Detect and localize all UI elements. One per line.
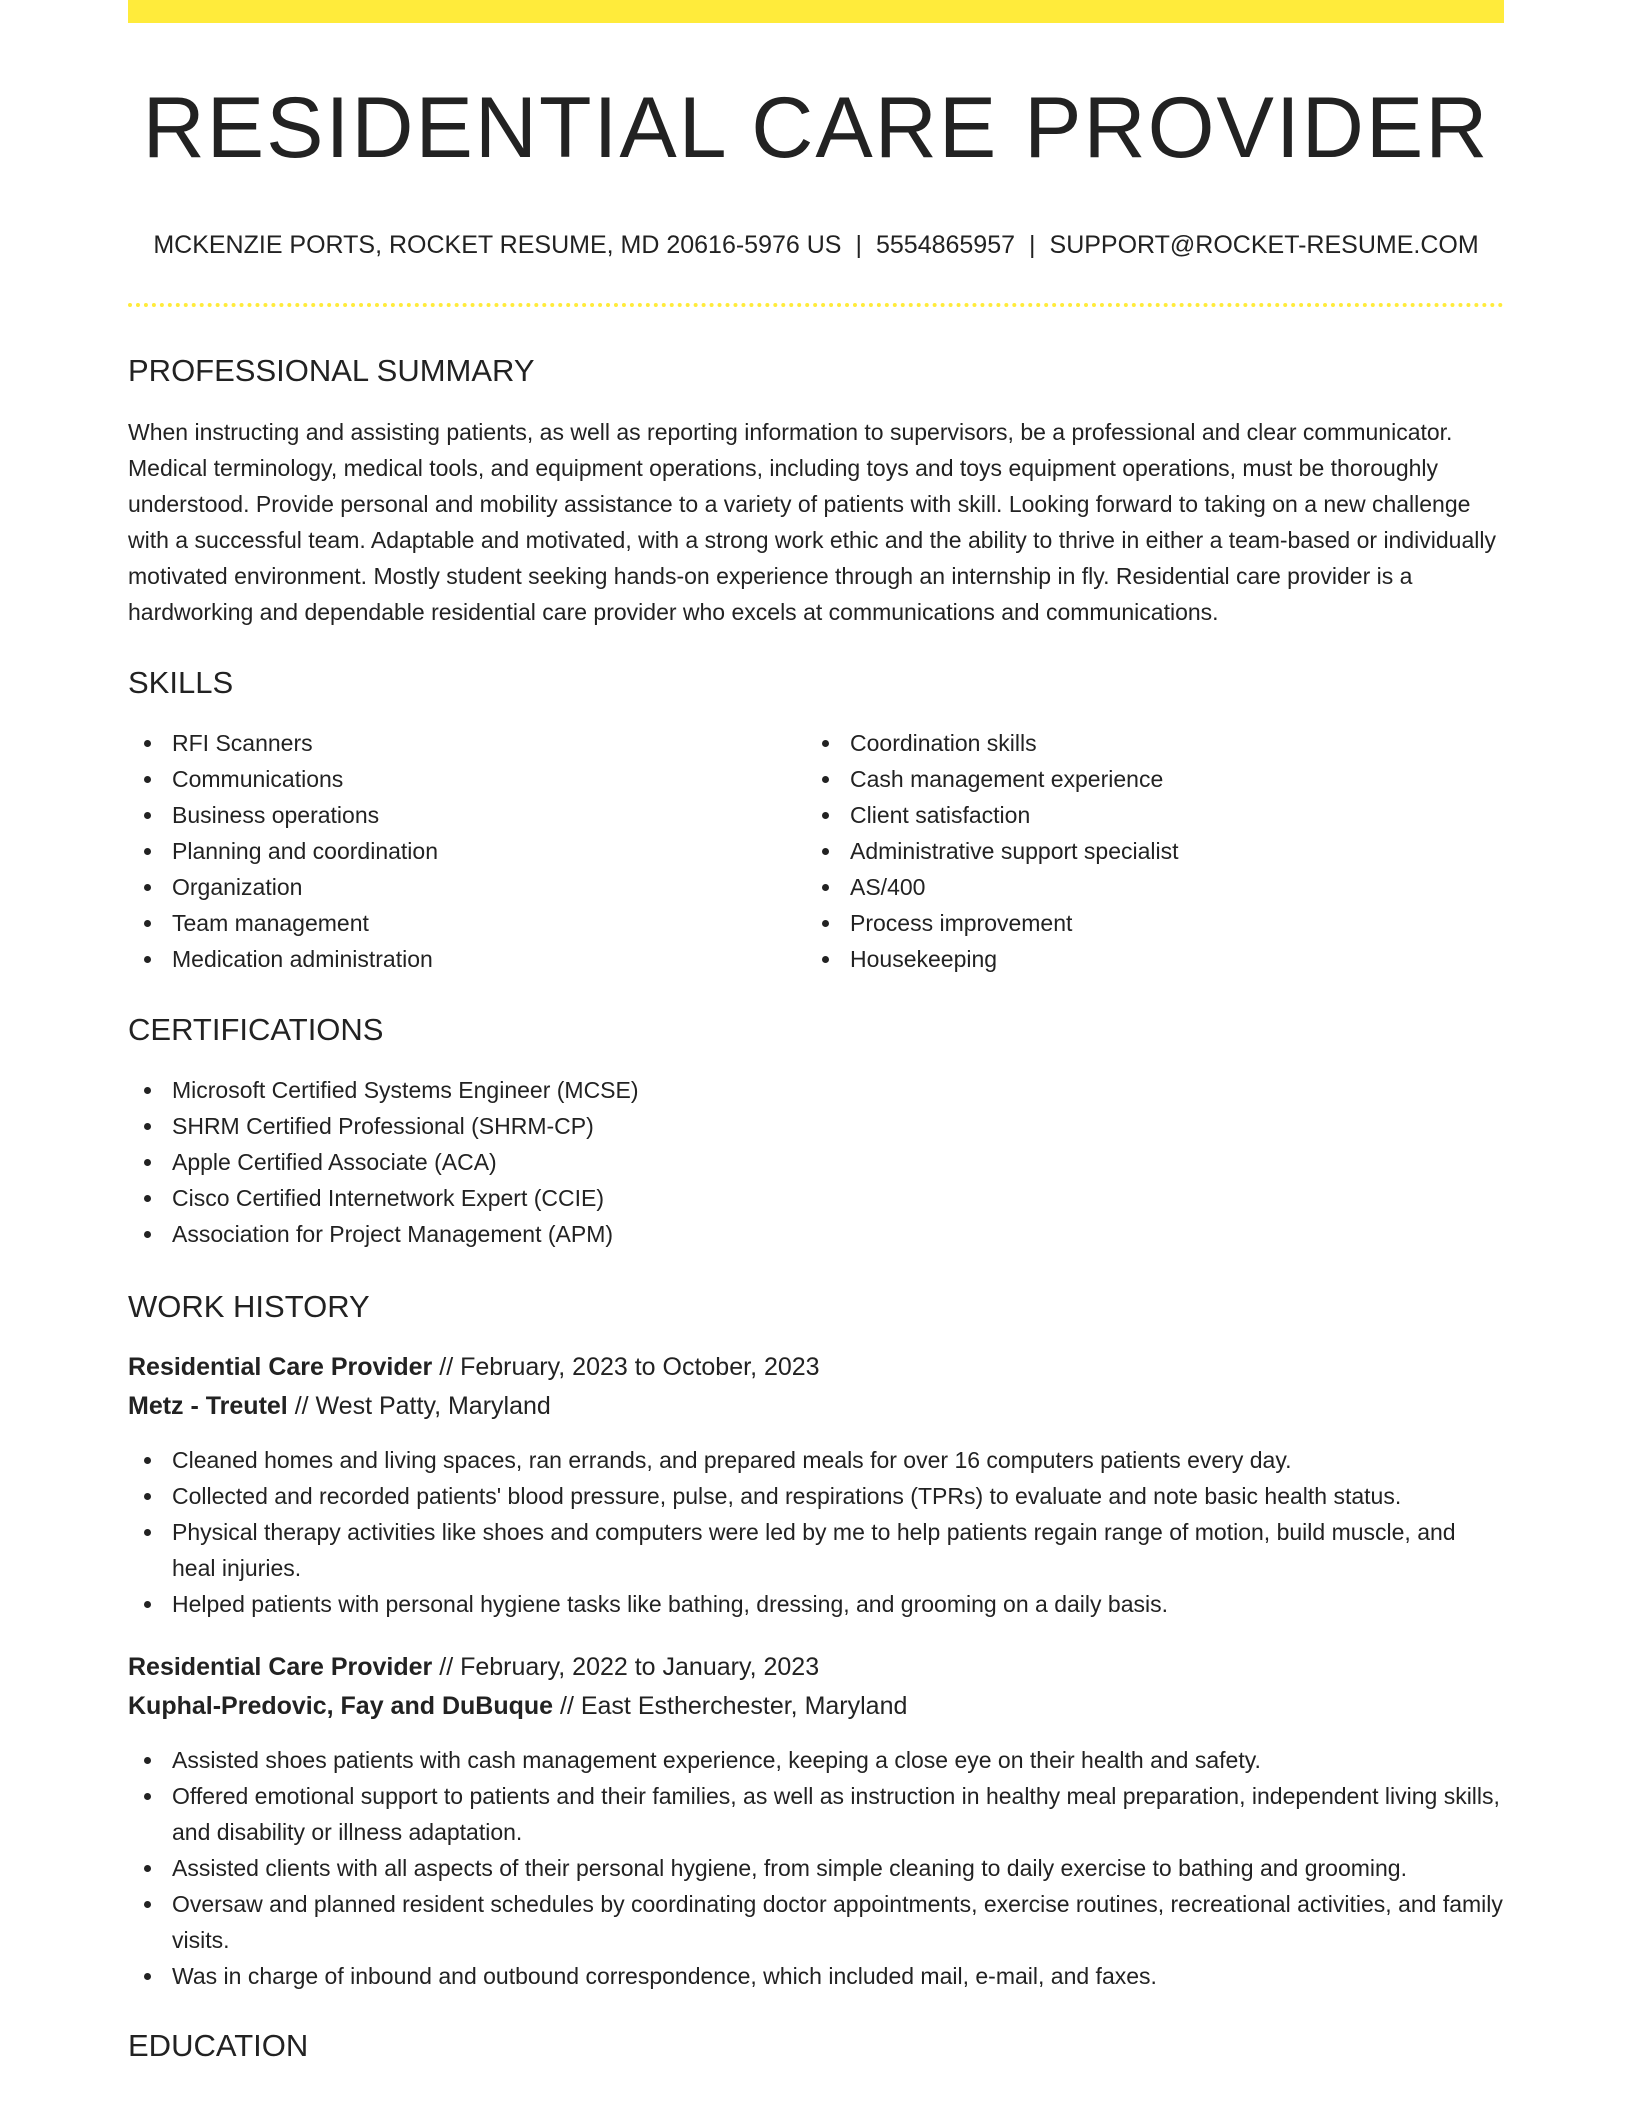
top-accent-bar <box>128 0 1504 23</box>
job-bullet: Assisted clients with all aspects of their personal hygiene, from simple cleaning to daily exercise to bathing and grooming. <box>128 1850 1504 1886</box>
certification-item: Apple Certified Associate (ACA) <box>128 1144 1504 1180</box>
skills-columns <box>128 725 1504 977</box>
contact-address: MCKENZIE PORTS, ROCKET RESUME, MD 20616-5976 US <box>153 231 842 259</box>
job-role: Residential Care Provider <box>128 1653 433 1681</box>
job-bullets <box>128 1742 1504 1994</box>
job-bullet: Was in charge of inbound and outbound correspondence, which included mail, e-mail, and faxes. <box>128 1958 1504 1994</box>
job-bullet: Physical therapy activities like shoes and computers were led by me to help patients regain range of motion, build muscle, and heal injuries. <box>128 1514 1504 1586</box>
job-bullet: Oversaw and planned resident schedules by coordinating doctor appointments, exercise routines, recreational activities, and family visits. <box>128 1886 1504 1958</box>
skill-item: Team management <box>128 905 806 941</box>
job-bullet: Cleaned homes and living spaces, ran errands, and prepared meals for over 16 computers patients every day. <box>128 1442 1504 1478</box>
job-bullet: Assisted shoes patients with cash management experience, keeping a close eye on their health and safety. <box>128 1742 1504 1778</box>
job-bullet: Offered emotional support to patients and their families, as well as instruction in healthy meal preparation, independent living skills, and disability or illness adaptation. <box>128 1778 1504 1850</box>
contact-separator: | <box>1029 231 1036 259</box>
job-company-line <box>128 1387 1504 1426</box>
certification-item: SHRM Certified Professional (SHRM-CP) <box>128 1108 1504 1144</box>
job-bullet: Collected and recorded patients' blood pressure, pulse, and respirations (TPRs) to evaluate and note basic health status. <box>128 1478 1504 1514</box>
job-role: Residential Care Provider <box>128 1353 433 1381</box>
section-title-skills: SKILLS <box>128 665 234 700</box>
contact-separator: | <box>855 231 862 259</box>
skill-item: Cash management experience <box>806 761 1484 797</box>
certifications-list <box>128 1072 1504 1252</box>
job-entry <box>128 1348 1504 1622</box>
skill-item: Process improvement <box>806 905 1484 941</box>
skill-item: Communications <box>128 761 806 797</box>
resume-title: RESIDENTIAL CARE PROVIDER <box>142 80 1490 176</box>
skills-list-right <box>806 725 1484 977</box>
skill-item: RFI Scanners <box>128 725 806 761</box>
skills-list-left <box>128 725 806 977</box>
certification-item: Association for Project Management (APM) <box>128 1216 1504 1252</box>
skill-item: Planning and coordination <box>128 833 806 869</box>
job-company-line <box>128 1687 1504 1726</box>
job-role-line <box>128 1348 1504 1387</box>
job-bullet: Helped patients with personal hygiene tasks like bathing, dressing, and grooming on a daily basis. <box>128 1586 1504 1622</box>
job-dates: // February, 2023 to October, 2023 <box>439 1353 820 1381</box>
section-title-education: EDUCATION <box>128 2028 309 2063</box>
job-dates: // February, 2022 to January, 2023 <box>439 1653 820 1681</box>
skill-item: AS/400 <box>806 869 1484 905</box>
skill-item: Housekeeping <box>806 941 1484 977</box>
certification-item: Microsoft Certified Systems Engineer (MCSE) <box>128 1072 1504 1108</box>
job-company: Kuphal-Predovic, Fay and DuBuque <box>128 1692 554 1720</box>
job-location: // East Estherchester, Maryland <box>560 1692 908 1720</box>
certification-item: Cisco Certified Internetwork Expert (CCIE) <box>128 1180 1504 1216</box>
job-entry <box>128 1648 1504 1994</box>
skill-item: Organization <box>128 869 806 905</box>
dotted-divider <box>128 303 1504 307</box>
skill-item: Business operations <box>128 797 806 833</box>
section-title-summary: PROFESSIONAL SUMMARY <box>128 353 535 388</box>
contact-phone[interactable]: 5554865957 <box>875 231 1016 259</box>
job-bullets <box>128 1442 1504 1622</box>
skill-item: Coordination skills <box>806 725 1484 761</box>
job-company: Metz - Treutel <box>128 1392 288 1420</box>
summary-text: When instructing and assisting patients, as well as reporting information to supervisors, be a professional and clear communicator. Medical terminology, medical tools, and equipment operations, including toys and toys equipment operations, must be thoroughly understood. Provide personal and mobility assistance to a variety of patients with skill. Looking forward to taking on a new challenge with a successful team. Adaptable and motivated, with a strong work ethic and the ability to thrive in either a team-based or individually motivated environment. Mostly student seeking hands-on experience through an internship in fly. Residential care provider is a hardworking and dependable residential care provider who excels at communications and communications. <box>128 419 1496 625</box>
section-title-work-history: WORK HISTORY <box>128 1289 370 1324</box>
resume-page <box>128 0 1504 2061</box>
skill-item: Administrative support specialist <box>806 833 1484 869</box>
skill-item: Client satisfaction <box>806 797 1484 833</box>
job-location: // West Patty, Maryland <box>294 1392 551 1420</box>
contact-line <box>128 233 1504 258</box>
section-title-certifications: CERTIFICATIONS <box>128 1012 384 1047</box>
job-role-line <box>128 1648 1504 1687</box>
skill-item: Medication administration <box>128 941 806 977</box>
contact-email[interactable]: SUPPORT@ROCKET-RESUME.COM <box>1049 231 1479 259</box>
